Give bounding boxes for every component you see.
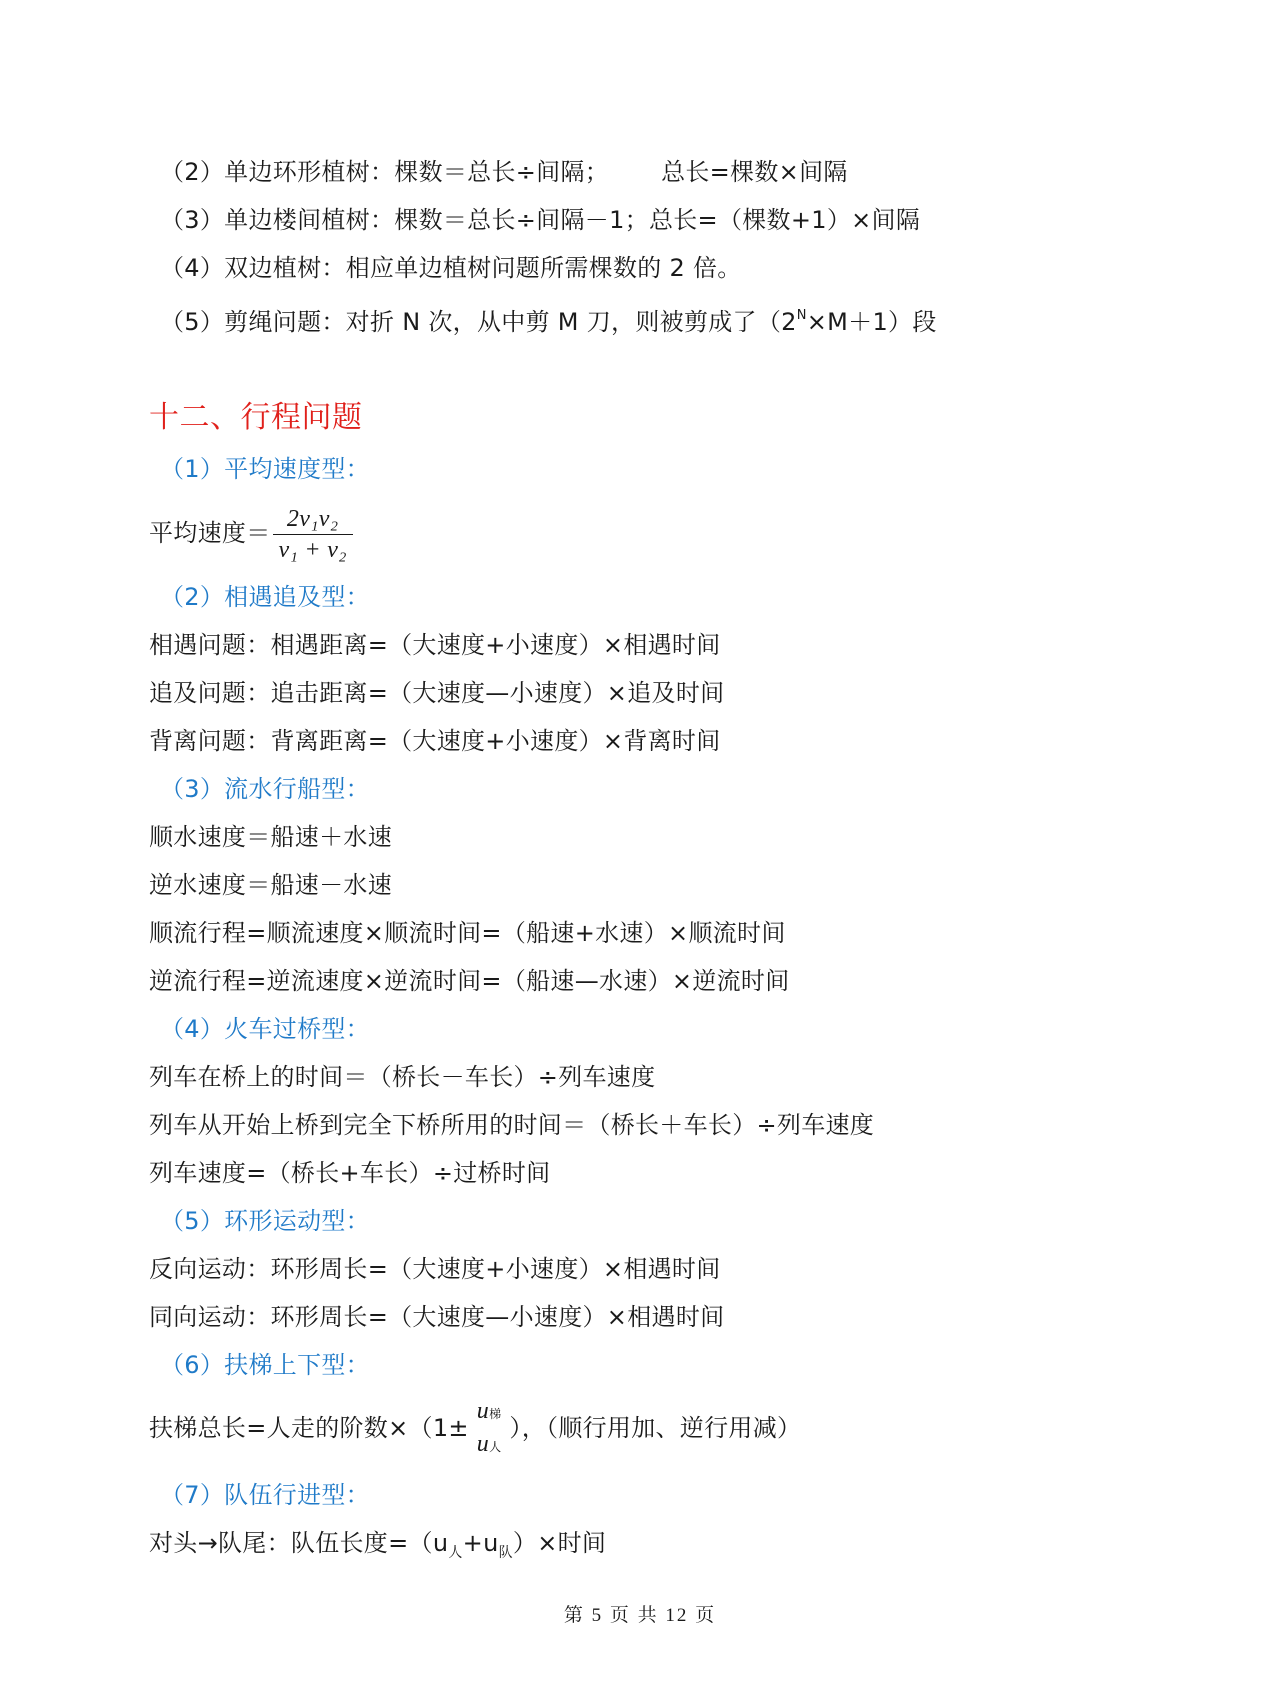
- downstream-speed: 顺水速度＝船速＋水速: [149, 823, 392, 851]
- queue-formula-start: 对头→队尾：队伍长度=（u: [149, 1529, 449, 1557]
- meet-problem: 相遇问题：相遇距离=（大速度+小速度）×相遇时间: [149, 631, 721, 659]
- train-speed: 列车速度=（桥长+车长）÷过桥时间: [149, 1159, 551, 1187]
- page-footer: 第 5 页 共 12 页: [563, 1605, 717, 1626]
- escalator-formula-start: 扶梯总长=人走的阶数×（1±: [149, 1414, 469, 1442]
- escalator-formula-end: ），（顺行用加、逆行用减）: [509, 1414, 802, 1442]
- separate-problem: 背离问题：背离距离=（大速度+小速度）×背离时间: [149, 727, 721, 755]
- fraction-numerator: 2v₁v₂: [273, 504, 353, 535]
- item-5-exponent: N: [796, 308, 807, 323]
- chase-problem: 追及问题：追击距离=（大速度—小速度）×追及时间: [149, 679, 725, 707]
- tree-planting-item-5: [160, 300, 937, 338]
- escalator-denominator: u: [476, 1431, 490, 1457]
- item-5-text: （5）剪绳问题：对折 N 次，从中剪 M 刀，则被剪成了（2: [160, 308, 797, 336]
- escalator-numerator: u: [476, 1398, 490, 1424]
- tree-planting-item-2: [160, 156, 848, 188]
- subheading-meet-chase: （2）相遇追及型：: [160, 583, 370, 611]
- escalator-denominator-sub: 人: [489, 1440, 502, 1454]
- escalator-fraction: [471, 1396, 508, 1462]
- average-speed-label: 平均速度＝: [149, 519, 271, 547]
- item-5-text-end: ×M＋1）段: [806, 308, 937, 336]
- queue-sub-team: 队: [498, 1545, 513, 1561]
- item-2-formula: 总长=棵数×间隔: [661, 158, 848, 186]
- queue-formula-end: ）×时间: [512, 1529, 607, 1557]
- escalator-formula: [149, 1393, 801, 1463]
- subheading-average-speed: （1）平均速度型：: [160, 455, 370, 483]
- escalator-numerator-sub: 梯: [489, 1407, 502, 1421]
- section-heading: 十二、行程问题: [149, 400, 363, 435]
- tree-planting-item-3: （3）单边楼间植树：棵数＝总长÷间隔－1；总长=（棵数+1）×间隔: [160, 206, 921, 234]
- queue-formula: [149, 1527, 606, 1569]
- queue-sub-person: 人: [448, 1545, 463, 1561]
- fraction-denominator: v₁ + v₂: [278, 536, 347, 563]
- downstream-distance: 顺流行程=顺流速度×顺流时间=（船速+水速）×顺流时间: [149, 919, 786, 947]
- queue-formula-mid: +u: [462, 1529, 499, 1557]
- subheading-boat: （3）流水行船型：: [160, 775, 370, 803]
- average-speed-fraction: [273, 504, 353, 565]
- subheading-queue: （7）队伍行进型：: [160, 1481, 370, 1509]
- subheading-circular: （5）环形运动型：: [160, 1207, 370, 1235]
- upstream-speed: 逆水速度＝船速－水速: [149, 871, 392, 899]
- subheading-escalator: （6）扶梯上下型：: [160, 1351, 370, 1379]
- tree-planting-item-4: （4）双边植树：相应单边植树问题所需棵数的 2 倍。: [160, 254, 742, 282]
- train-on-bridge-time: 列车在桥上的时间＝（桥长－车长）÷列车速度: [149, 1063, 656, 1091]
- train-crossing-time: 列车从开始上桥到完全下桥所用的时间＝（桥长＋车长）÷列车速度: [149, 1111, 875, 1139]
- upstream-distance: 逆流行程=逆流速度×逆流时间=（船速—水速）×逆流时间: [149, 967, 790, 995]
- item-2-text: （2）单边环形植树：棵数＝总长÷间隔；: [160, 158, 610, 186]
- opposite-direction: 反向运动：环形周长=（大速度+小速度）×相遇时间: [149, 1255, 721, 1283]
- same-direction: 同向运动：环形周长=（大速度—小速度）×相遇时间: [149, 1303, 725, 1331]
- average-speed-formula: [149, 498, 355, 568]
- subheading-train-bridge: （4）火车过桥型：: [160, 1015, 370, 1043]
